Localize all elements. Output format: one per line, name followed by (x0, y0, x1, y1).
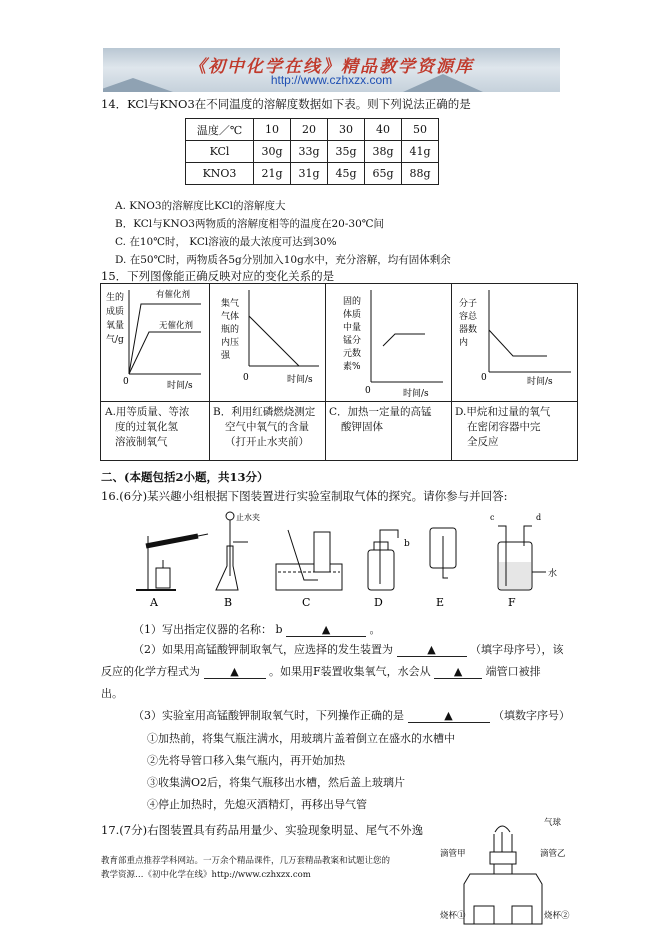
q17-stem: 17.(7分)右图装置具有药品用量少、实验现象明显、尾气不外逸 (101, 823, 424, 837)
q16-part2-text: （填字母序号），该 (470, 643, 564, 656)
y-label: 素% (343, 362, 361, 372)
table-cell: 45g (328, 163, 365, 185)
graph-d (451, 284, 577, 401)
table-header-cell: 10 (254, 119, 291, 141)
caption-line: 溶液制氧气 (115, 436, 168, 448)
section-2-title: 二、(本题包括2小题，共13分） (101, 470, 269, 484)
y-label: 分子 (459, 299, 478, 309)
q16-part1-text: （1）写出指定仪器的名称： b (133, 623, 283, 636)
origin-label: 0 (243, 373, 249, 383)
x-label: 时间/s (287, 375, 313, 385)
label-e: E (436, 596, 445, 609)
q16-part1 (133, 621, 381, 637)
water-label: 水 (548, 569, 558, 579)
y-label: 强 (221, 351, 231, 361)
origin-label: 0 (123, 377, 129, 387)
table-cell: 33g (291, 141, 328, 163)
caption-line: C．加热一定量的高锰 (329, 406, 432, 418)
q16-part3-text: （填数字序号） (493, 709, 570, 722)
caption-line: D.甲烷和过量的氧气 (455, 406, 551, 418)
y-label: 生的 (106, 293, 125, 303)
label-c: C (302, 596, 311, 609)
answer-blank[interactable] (434, 665, 482, 679)
molecule-count-curve (489, 330, 547, 356)
q14-option-a: A. KNO3的溶解度比KCl的溶解度大 (115, 200, 286, 212)
origin-label: 0 (481, 373, 487, 383)
curve-with-catalyst (129, 304, 201, 374)
label-d: D (374, 596, 383, 609)
table-cell: 21g (254, 163, 291, 185)
caption-d (455, 405, 575, 450)
q16-part2-text: 端管口被排 (485, 665, 541, 678)
q14-option-c: C. 在10℃时， KCl溶液的最大浓度可达到30% (115, 236, 337, 248)
table-cell: 65g (365, 163, 402, 185)
cup1-label: 烧杯① (440, 911, 466, 921)
q16-step-2: ②先将导管口移入集气瓶内，再开始加热 (147, 754, 345, 767)
b-marker: b (404, 539, 410, 549)
apparatus-a (136, 534, 208, 609)
table-row (186, 141, 439, 163)
table-header-cell: 40 (365, 119, 402, 141)
table-cell: 31g (291, 163, 328, 185)
blank-marker: ▲ (230, 665, 239, 678)
dropper-b-label: 滴管乙 (540, 849, 566, 859)
apparatus-e (430, 528, 456, 609)
blank-marker: ▲ (453, 665, 463, 678)
q16-step-3: ③收集满O2后，将集气瓶移出水槽，然后盖上玻璃片 (147, 776, 406, 789)
blank-marker: ▲ (427, 643, 436, 656)
caption-line: 全反应 (467, 436, 499, 448)
answer-blank[interactable] (204, 665, 266, 679)
x-label: 时间/s (403, 389, 429, 399)
curve-without-catalyst (129, 332, 201, 374)
y-label: 容总 (459, 312, 478, 322)
graph-a (101, 284, 209, 401)
y-label: 锰分 (343, 336, 362, 346)
caption-line: 酸钾固体 (341, 421, 383, 433)
table-header-cell: 20 (291, 119, 328, 141)
table-cell: 88g (402, 163, 439, 185)
q16-part2-line1 (133, 641, 564, 657)
caption-line: 在密闭容器中完 (467, 421, 541, 433)
graph-b (209, 284, 325, 401)
x-label: 时间/s (527, 377, 553, 387)
q16-part3 (133, 707, 570, 723)
cup2-label: 烧杯② (544, 911, 570, 921)
curve-label: 有催化剂 (156, 290, 191, 300)
caption-divider (101, 401, 577, 402)
table-cell: 30g (254, 141, 291, 163)
d-marker: d (536, 513, 542, 522)
apparatus-f (490, 513, 557, 609)
label-b: B (224, 596, 233, 609)
solubility-table (185, 118, 439, 185)
mass-fraction-curve (383, 334, 425, 346)
q16-part2-text: 。如果用F装置收集氧气，水会从 (269, 665, 431, 678)
answer-blank[interactable] (397, 643, 467, 657)
label-f: F (508, 596, 516, 609)
table-cell: KCl (186, 141, 254, 163)
balloon-label: 气球 (544, 818, 562, 828)
q14-stem: 14．KCl与KNO3在不同温度的溶解度数据如下表。则下列说法正确的是 (101, 97, 471, 111)
label-a: A (150, 596, 158, 609)
y-label: 氧量 (106, 321, 125, 331)
q14-option-b: B．KCl与KNO3两物质的溶解度相等的温度在20-30℃间 (115, 218, 385, 230)
caption-line: B．利用红磷燃烧测定 (213, 406, 316, 418)
table-header-cell: 50 (402, 119, 439, 141)
pressure-curve (249, 316, 299, 366)
y-label: 内 (459, 338, 469, 348)
q16-step-4: ④停止加热时，先熄灭酒精灯，再移出导气管 (147, 798, 367, 811)
q15-graph-panel (100, 283, 578, 461)
c-marker: c (490, 513, 495, 522)
y-label: 体质 (343, 310, 362, 320)
table-cell: 35g (328, 141, 365, 163)
q16-stem: 16.(6分)某兴趣小组根据下图装置进行实验室制取气体的探究。请你参与并回答: (101, 489, 508, 503)
table-cell: 41g (402, 141, 439, 163)
q16-part2-text: （2）如果用高锰酸钾制取氧气，应选择的发生装置为 (133, 643, 393, 656)
dropper-a-label: 滴管甲 (440, 849, 466, 859)
table-header-cell: 30 (328, 119, 365, 141)
y-label: 中量 (343, 323, 362, 333)
q16-part2-line2 (101, 663, 541, 679)
caption-a (105, 405, 207, 450)
table-cell: 38g (365, 141, 402, 163)
y-label: 固的 (343, 297, 362, 307)
x-label: 时间/s (167, 381, 193, 391)
y-label: 气体 (221, 312, 240, 322)
banner-url[interactable]: http://www.czhxzx.com (270, 73, 393, 87)
apparatus-c (276, 530, 342, 609)
q16-part1-end: 。 (369, 623, 381, 636)
y-label: 器数 (459, 325, 478, 335)
y-label: 集气 (221, 299, 240, 309)
q16-part2-line3: 出。 (101, 687, 123, 700)
y-label: 元数 (343, 349, 362, 359)
origin-label: 0 (365, 386, 371, 396)
balloon-shape (495, 826, 510, 832)
apparatus-b (216, 512, 260, 609)
q16-apparatus-diagram (128, 506, 568, 610)
table-header-cell: 温度／℃ (186, 119, 254, 141)
table-cell: KNO3 (186, 163, 254, 185)
y-label: 气/g (106, 335, 124, 345)
q14-option-d: D. 在50℃时，两物质各5g分别加入10g水中，充分溶解，均有固体剩余 (115, 254, 451, 266)
table-row (186, 119, 439, 141)
q16-part3-text: （3）实验室用高锰酸钾制取氧气时，下列操作正确的是 (133, 709, 404, 722)
apparatus-d (368, 530, 410, 609)
caption-line: 空气中氧气的含量 (225, 421, 309, 433)
blank-marker: ▲ (444, 709, 453, 722)
footer-line-2: 教学资源…《初中化学在线》http://www.czhxzx.com (101, 870, 311, 880)
footer-line-1: 教育部重点推荐学科网站。一万余个精品课件，几万套精品教案和试题让您的 (101, 856, 391, 866)
caption-line: 度的过氧化氢 (115, 421, 178, 433)
q16-step-1: ①加热前，将集气瓶注满水，用玻璃片盖着倒立在盛水的水槽中 (147, 732, 455, 745)
blank-marker: ▲ (321, 623, 331, 636)
caption-c (329, 405, 449, 435)
caption-b (213, 405, 323, 450)
header-banner (103, 48, 560, 92)
y-label: 内压 (221, 338, 240, 348)
q17-apparatus-diagram (440, 812, 580, 930)
answer-blank[interactable] (408, 709, 490, 723)
caption-line: A.用等质量、等浓 (105, 406, 190, 418)
q15-stem: 15．下列图像能正确反映对应的变化关系的是 (101, 269, 335, 283)
banner-title: 《初中化学在线》精品教学资源库 (189, 57, 474, 77)
graph-c (325, 284, 451, 401)
table-row (186, 163, 439, 185)
caption-line: （打开止水夹前） (225, 436, 309, 448)
y-label: 成质 (106, 307, 125, 317)
answer-blank[interactable] (286, 623, 366, 637)
y-label: 瓶的 (221, 325, 240, 335)
curve-label: 无催化剂 (159, 321, 194, 331)
q16-part2-text: 反应的化学方程式为 (101, 665, 200, 678)
clamp-label: 止水夹 (236, 513, 260, 522)
